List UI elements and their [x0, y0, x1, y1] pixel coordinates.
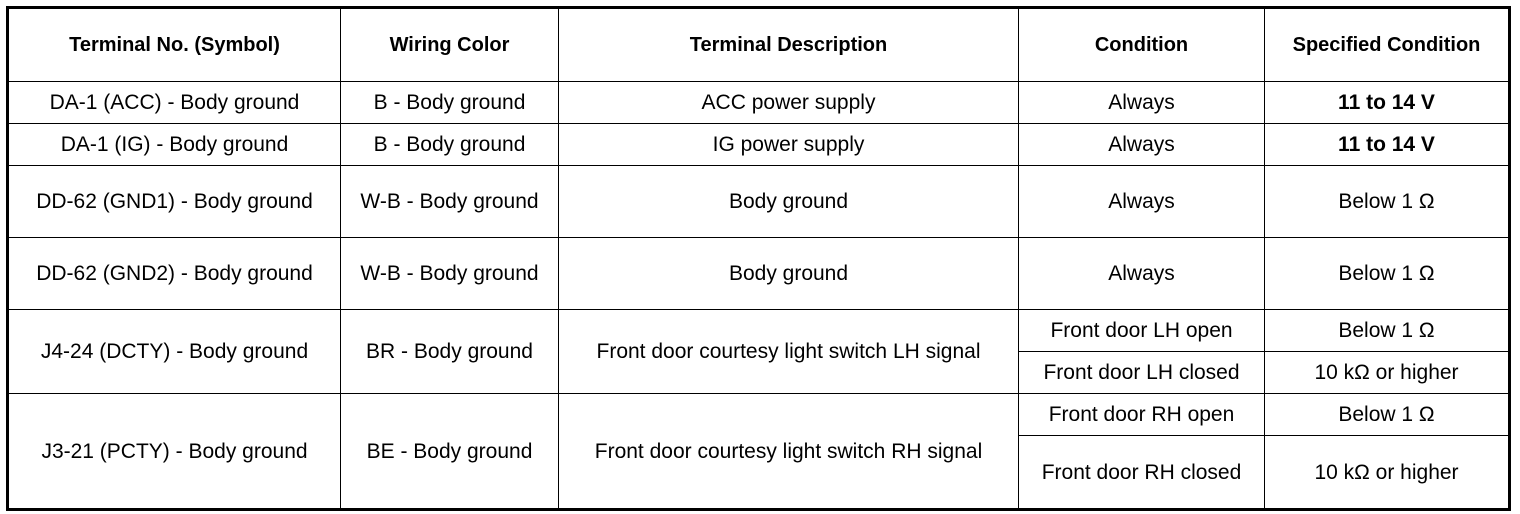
cell-condition: Always [1019, 82, 1265, 124]
cell-wiring-color: W-B - Body ground [341, 166, 559, 238]
header-condition: Condition [1019, 8, 1265, 82]
cell-description: Front door courtesy light switch RH signal [559, 394, 1019, 510]
table-row [8, 124, 1510, 166]
cell-description: Body ground [559, 166, 1019, 238]
cell-terminal: J4-24 (DCTY) - Body ground [8, 310, 341, 394]
table-row [8, 310, 1510, 352]
terminal-spec-table [6, 6, 1511, 511]
header-wiring-color: Wiring Color [341, 8, 559, 82]
cell-specified: 10 kΩ or higher [1265, 352, 1510, 394]
cell-terminal: DA-1 (IG) - Body ground [8, 124, 341, 166]
cell-specified: Below 1 Ω [1265, 310, 1510, 352]
table-row [8, 238, 1510, 310]
cell-specified: 10 kΩ or higher [1265, 436, 1510, 510]
cell-specified: Below 1 Ω [1265, 394, 1510, 436]
table-row [8, 394, 1510, 436]
cell-specified: Below 1 Ω [1265, 238, 1510, 310]
cell-terminal: DD-62 (GND2) - Body ground [8, 238, 341, 310]
cell-wiring-color: B - Body ground [341, 124, 559, 166]
cell-condition: Front door RH open [1019, 394, 1265, 436]
cell-description: Body ground [559, 238, 1019, 310]
cell-terminal: DA-1 (ACC) - Body ground [8, 82, 341, 124]
header-terminal-description: Terminal Description [559, 8, 1019, 82]
cell-description: Front door courtesy light switch LH signal [559, 310, 1019, 394]
cell-condition: Front door RH closed [1019, 436, 1265, 510]
cell-specified: 11 to 14 V [1265, 82, 1510, 124]
cell-wiring-color: BR - Body ground [341, 310, 559, 394]
cell-condition: Always [1019, 238, 1265, 310]
cell-wiring-color: BE - Body ground [341, 394, 559, 510]
table-header-row [8, 8, 1510, 82]
cell-specified: Below 1 Ω [1265, 166, 1510, 238]
cell-terminal: J3-21 (PCTY) - Body ground [8, 394, 341, 510]
terminal-table-container [6, 6, 1511, 511]
header-terminal: Terminal No. (Symbol) [8, 8, 341, 82]
cell-description: IG power supply [559, 124, 1019, 166]
cell-wiring-color: B - Body ground [341, 82, 559, 124]
table-row [8, 82, 1510, 124]
cell-terminal: DD-62 (GND1) - Body ground [8, 166, 341, 238]
cell-condition: Front door LH open [1019, 310, 1265, 352]
cell-condition: Always [1019, 124, 1265, 166]
cell-specified: 11 to 14 V [1265, 124, 1510, 166]
table-row [8, 166, 1510, 238]
cell-description: ACC power supply [559, 82, 1019, 124]
header-specified-condition: Specified Condition [1265, 8, 1510, 82]
cell-wiring-color: W-B - Body ground [341, 238, 559, 310]
cell-condition: Front door LH closed [1019, 352, 1265, 394]
cell-condition: Always [1019, 166, 1265, 238]
